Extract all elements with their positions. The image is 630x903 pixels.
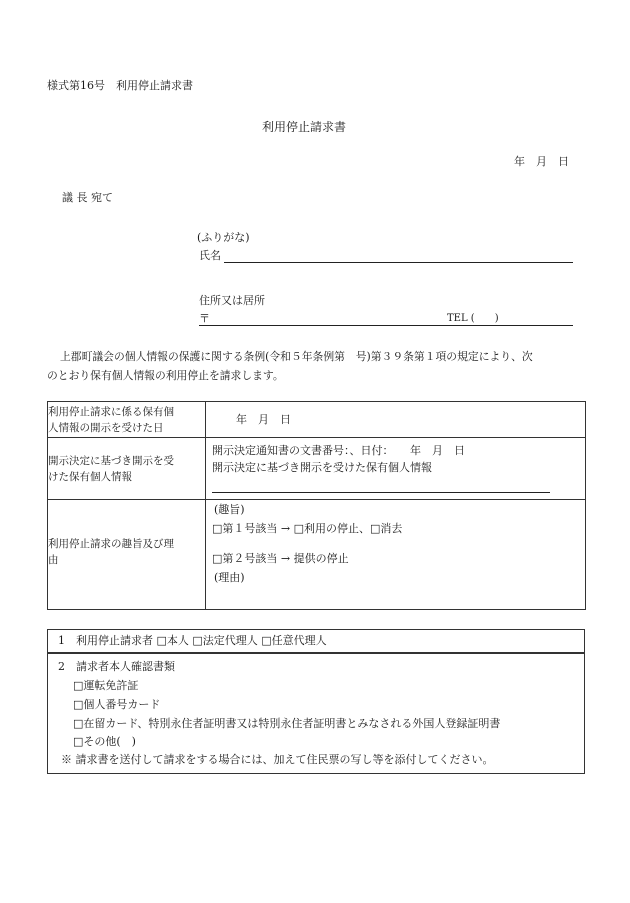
document-title: 利用停止請求書 — [262, 120, 347, 134]
submission-note: ※ 請求書を送付して請求をする場合には、加えて住民票の写し等を添付してください。 — [61, 753, 494, 766]
requester-line[interactable]: 1 利用停止請求者 □本人 □法定代理人 □任意代理人 — [58, 634, 327, 647]
reason-label: (理由) — [214, 571, 245, 584]
row1-label-cell — [48, 402, 206, 438]
postal-mark: 〒 — [199, 312, 210, 325]
row1-value-cell[interactable] — [206, 402, 586, 438]
request-details-table — [47, 401, 586, 610]
document-item[interactable]: □運転免許証 — [73, 679, 139, 692]
table-row — [48, 402, 586, 438]
form-number: 様式第16号 利用停止請求書 — [47, 79, 193, 92]
table-row — [48, 500, 586, 610]
disclosed-info-label: 開示決定に基づき開示を受けた保有個人情報 — [212, 461, 432, 474]
address-label: 住所又は居所 — [199, 294, 265, 307]
intro-line-1: 上郡町議会の個人情報の保護に関する条例(令和５年条例第 号)第３９条第１項の規定により、次 — [60, 350, 533, 363]
notice-document-number: 開示決定通知書の文書番号：、日付： 年 月 日 — [212, 444, 465, 457]
requester-box — [47, 629, 585, 653]
date-line: 年 月 日 — [514, 155, 569, 168]
document-item[interactable]: □在留カード、特別永住者証明書又は特別永住者証明書とみなされる外国人登録証明書 — [73, 717, 501, 730]
option-clause-1[interactable]: □第１号該当 → □利用の停止、□消去 — [212, 522, 403, 535]
gist-label: (趣旨) — [214, 503, 245, 516]
row1-label-line2: 人情報の開示を受けた日 — [48, 422, 164, 434]
row2-label-line2: けた保有個人情報 — [48, 471, 132, 483]
address-field[interactable] — [199, 325, 573, 326]
row3-label-line1: 利用停止請求の趣旨及び理 — [48, 538, 174, 550]
row3-label-cell — [48, 500, 206, 610]
addressee: 議 長 宛て — [62, 191, 113, 204]
intro-line-2: のとおり保有個人情報の利用停止を請求します。 — [47, 369, 284, 382]
tel-label: TEL ( ) — [447, 313, 499, 324]
row3-value-cell — [206, 500, 586, 610]
name-field[interactable] — [224, 262, 573, 263]
table-row — [48, 438, 586, 500]
furigana-label: (ふりがな) — [197, 231, 250, 244]
row3-label-line2: 由 — [48, 554, 59, 566]
row2-value-cell[interactable] — [206, 438, 586, 500]
disclosed-info-field[interactable] — [212, 492, 550, 493]
identity-documents-box — [47, 653, 585, 774]
name-label: 氏名 — [199, 249, 221, 262]
row1-label-line1: 利用停止請求に係る保有個 — [48, 406, 174, 418]
row2-label-cell — [48, 438, 206, 500]
documents-heading: 2 請求者本人確認書類 — [58, 660, 175, 673]
document-item[interactable]: □その他( ) — [73, 735, 136, 748]
document-item[interactable]: □個人番号カード — [73, 698, 161, 711]
row2-label-line1: 開示決定に基づき開示を受 — [48, 455, 174, 467]
option-clause-2[interactable]: □第２号該当 → 提供の停止 — [212, 552, 349, 565]
disclosure-date: 年 月 日 — [236, 412, 291, 426]
